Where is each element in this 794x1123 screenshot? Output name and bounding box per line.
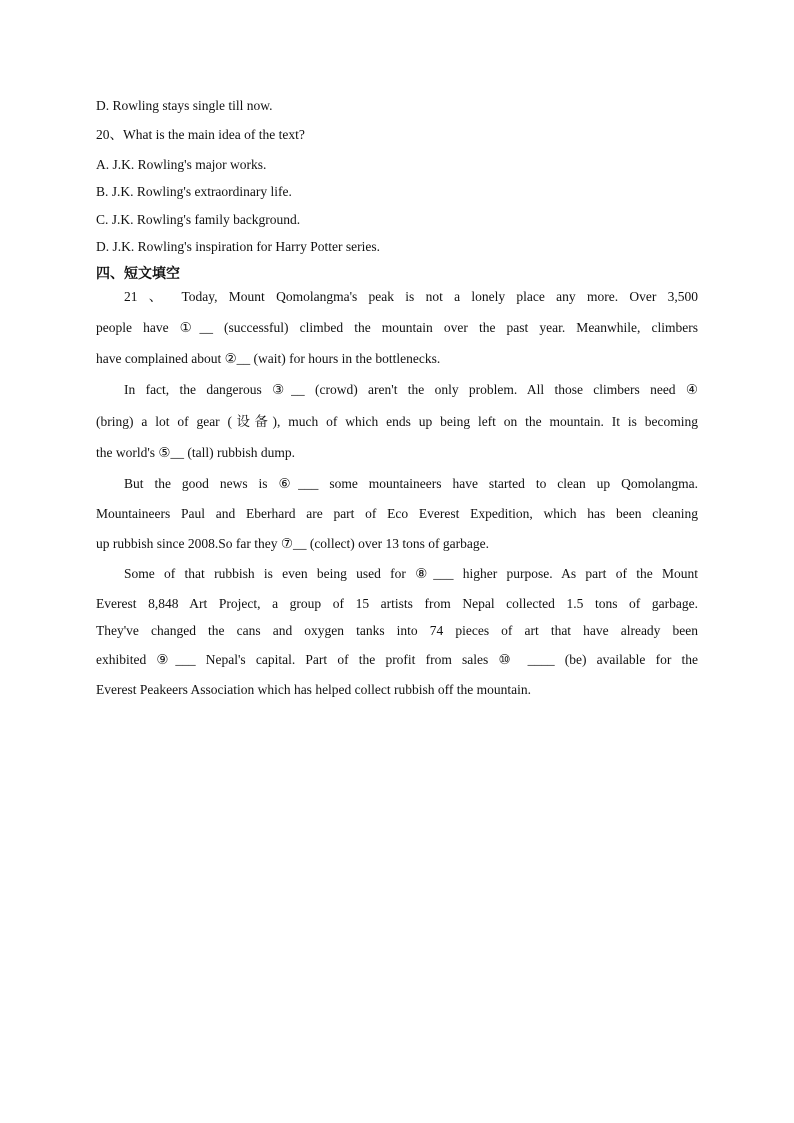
question-20-option-b: B. J.K. Rowling's extraordinary life. — [96, 184, 292, 199]
passage-line: have complained about ②__ (wait) for hours in the bottlenecks. — [96, 351, 441, 366]
passage-line: Some of that rubbish is even being used for ⑧___ higher purpose. As part of the Mount — [124, 566, 698, 581]
passage-line: They've changed the cans and oxygen tanks into 74 pieces of art that have already been — [96, 623, 698, 638]
passage-line: In fact, the dangerous ③__ (crowd) aren't the only problem. All those climbers need ④ — [124, 382, 698, 397]
question-19-option-d: D. Rowling stays single till now. — [96, 98, 273, 113]
section-heading: 四、短文填空 — [96, 266, 180, 282]
question-20-option-a: A. J.K. Rowling's major works. — [96, 157, 267, 172]
passage-line: 21 、 Today, Mount Qomolangma's peak is not a lonely place any more. Over 3,500 — [124, 289, 698, 304]
question-20-text: 20、What is the main idea of the text? — [96, 127, 305, 142]
passage-line: people have ①__ (successful) climbed the mountain over the past year. Meanwhile, climbers — [96, 320, 698, 335]
passage-line: (bring) a lot of gear (设备), much of which ends up being left on the mountain. It is becoming — [96, 414, 698, 429]
question-20-option-c: C. J.K. Rowling's family background. — [96, 212, 301, 227]
passage-line: exhibited ⑨___ Nepal's capital. Part of the profit from sales ⑩ ____ (be) available for the — [96, 652, 698, 667]
passage-line: Everest 8,848 Art Project, a group of 15 artists from Nepal collected 1.5 tons of garbage. — [96, 596, 698, 611]
passage-line: up rubbish since 2008.So far they ⑦__ (collect) over 13 tons of garbage. — [96, 536, 490, 551]
question-20-option-d: D. J.K. Rowling's inspiration for Harry Potter series. — [96, 239, 381, 254]
passage-line: Everest Peakeers Association which has helped collect rubbish off the mountain. — [96, 682, 532, 697]
passage-line: But the good news is ⑥___ some mountaineers have started to clean up Qomolangma. — [124, 476, 698, 491]
passage-line: the world's ⑤__ (tall) rubbish dump. — [96, 445, 296, 460]
passage-line: Mountaineers Paul and Eberhard are part of Eco Everest Expedition, which has been cleaning — [96, 506, 698, 521]
